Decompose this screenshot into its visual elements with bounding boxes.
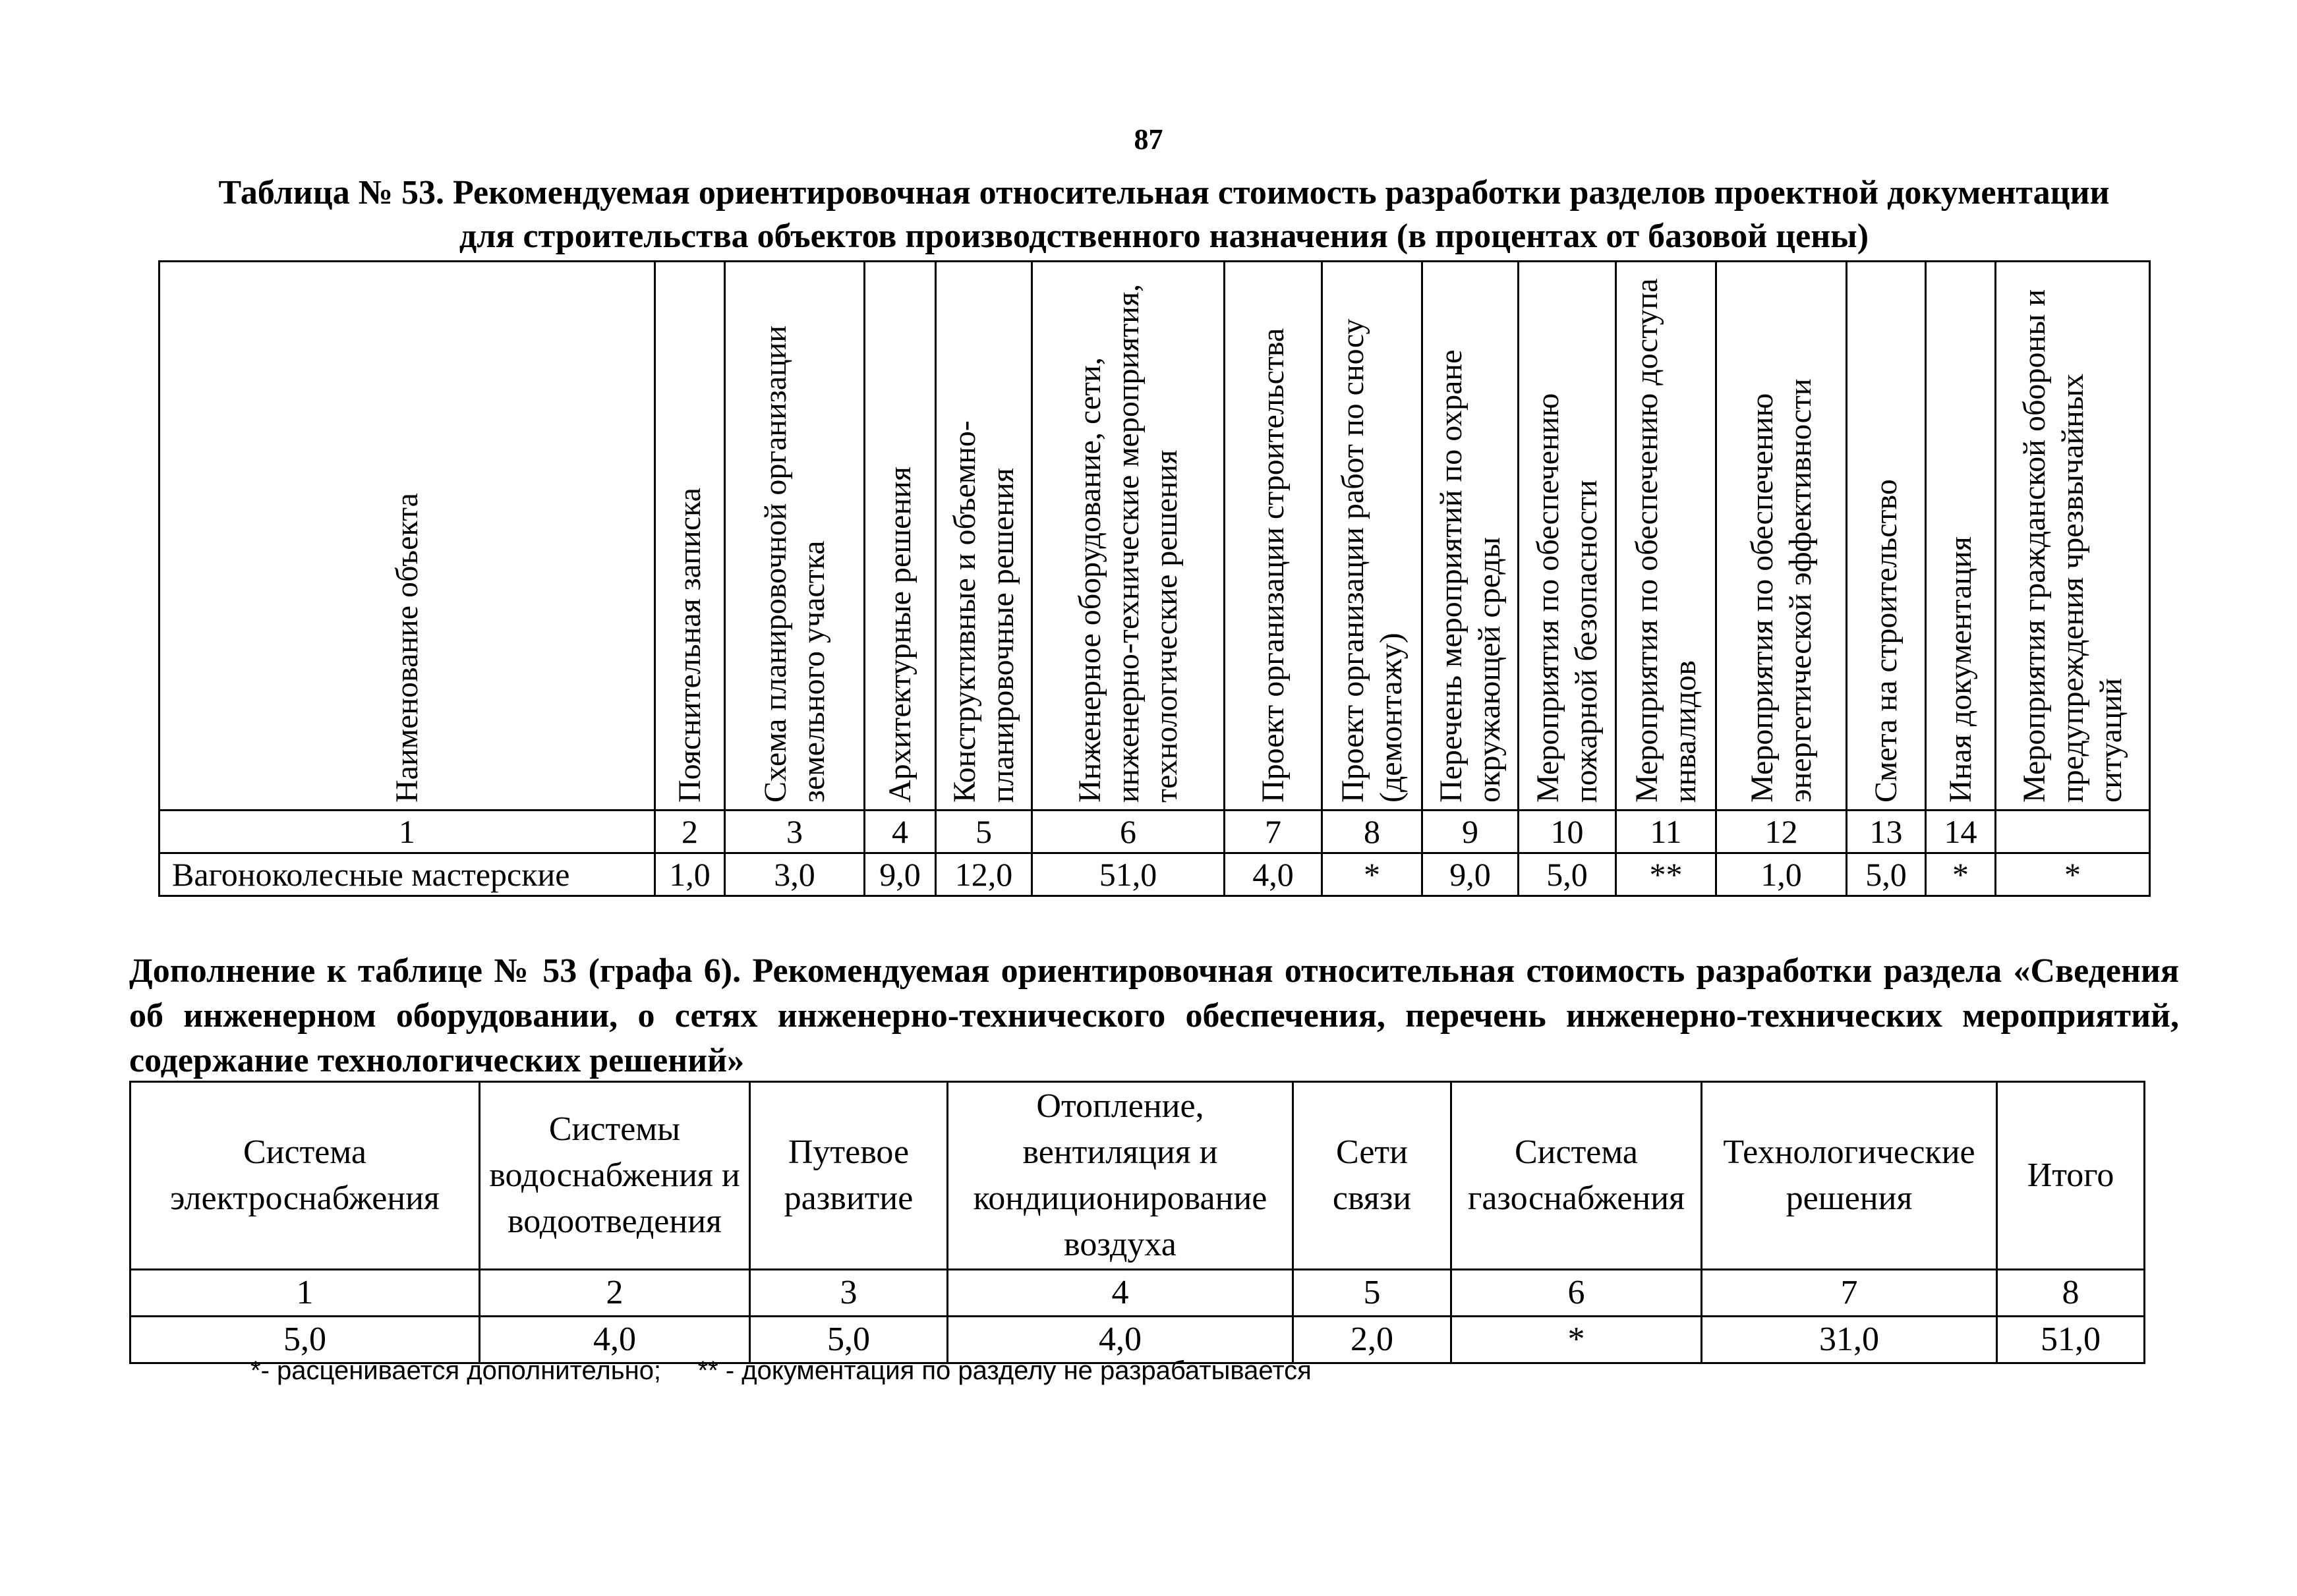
table-53-header-cell [655, 262, 725, 811]
table-53-header-cell-text: Схема планировочной организации земельного участка [757, 325, 831, 803]
table-53-header-cell-text: Перечень мероприятий по охране окружающей среды [1433, 349, 1507, 803]
table-53-value-cell: 4,0 [1225, 853, 1322, 896]
table-53-value-cell: * [1322, 853, 1422, 896]
supplement-column-number: 4 [948, 1270, 1293, 1317]
table-53-header-cell [865, 262, 936, 811]
supplement-header-cell: Система электроснабжения [131, 1082, 480, 1270]
footnote: *- расценивается дополнительно; ** - документация по разделу не разрабатывается [250, 1356, 1312, 1385]
table-53-column-number: 6 [1032, 811, 1225, 853]
table-53-header-cell [1422, 262, 1519, 811]
table-53-header-cell [725, 262, 865, 811]
table-53-header-cell-text: Мероприятия по обеспечению доступа инвалидов [1629, 278, 1702, 803]
table-53-header-cell [1032, 262, 1225, 811]
table-53-header-cell-text: Мероприятия по обеспечению пожарной безопасности [1530, 393, 1604, 803]
supplement-value-cell: 5,0 [750, 1317, 948, 1363]
supplement-title [129, 949, 2179, 1083]
table-53-column-number: 10 [1519, 811, 1616, 853]
table-53-column-number: 4 [865, 811, 936, 853]
supplement-value-cell: 2,0 [1293, 1317, 1451, 1363]
supplement-column-number: 3 [750, 1270, 948, 1317]
table-53-header-cell [1926, 262, 1996, 811]
table-53-value-cell: 1,0 [1716, 853, 1847, 896]
table-53-header-cell-text: Наименование объекта [389, 493, 424, 803]
table-53-header-cell-text: Смета на строительство [1868, 479, 1904, 803]
page-number: 87 [1134, 123, 1163, 156]
supplement-column-number: 7 [1702, 1270, 1997, 1317]
table-53-data-row [160, 853, 2150, 896]
table-53-column-number: 5 [936, 811, 1032, 853]
supplement-column-number: 1 [131, 1270, 480, 1317]
table-53-column-number: 7 [1225, 811, 1322, 853]
table-53-column-number: 14 [1926, 811, 1996, 853]
table-53-column-number: 13 [1847, 811, 1926, 853]
table-53-header-cell-text: Пояснительная записка [672, 488, 707, 803]
table-53-header-cell [1716, 262, 1847, 811]
supplement-title-text: Дополнение к таблице № 53 (графа 6). Рекомендуемая ориентировочная относительная стоимость разработки раздела «Сведения об инженерном оборудовании, о сетях инженерно-технического обеспечения, перечень инженерно-технических мероприятий, содержание технологических решений» [129, 952, 2179, 1079]
table-53-value-cell: 5,0 [1519, 853, 1616, 896]
table-53-header-cell-text: Мероприятия гражданской обороны и предупреждения чрезвычайных ситуаций [2016, 289, 2128, 803]
table-53-header-cell [936, 262, 1032, 811]
supplement-header-cell: Системы водоснабжения и водоотведения [480, 1082, 750, 1270]
supplement-value-cell: 31,0 [1702, 1317, 1997, 1363]
table-53-number-row [160, 811, 2150, 853]
supplement-header-cell: Технологические решения [1702, 1082, 1997, 1270]
table-53-header-cell [1322, 262, 1422, 811]
supplement-value-cell: 4,0 [948, 1317, 1293, 1363]
table-53-column-number: 3 [725, 811, 865, 853]
table-53-header-row [160, 262, 2150, 811]
table-53-value-cell: * [1926, 853, 1996, 896]
supplement-header-cell: Итого [1997, 1082, 2145, 1270]
supplement-number-row [131, 1270, 2145, 1317]
table-53-value-cell: 1,0 [655, 853, 725, 896]
table-53-header-cell [1225, 262, 1322, 811]
table-53-value-cell: 5,0 [1847, 853, 1926, 896]
table-53-value-cell: 9,0 [1422, 853, 1519, 896]
table-53-value-cell: 51,0 [1032, 853, 1225, 896]
table-53-title: Таблица № 53. Рекомендуемая ориентировочная относительная стоимость разработки разделов проектной документации для строительства объектов производственного назначения (в процентах от базовой цены) [218, 174, 2110, 255]
supplement-value-cell: 4,0 [480, 1317, 750, 1363]
table-53-header-cell-text: Конструктивные и объемно-планировочные решения [946, 420, 1020, 803]
table-53-value-cell: 12,0 [936, 853, 1032, 896]
table-53-value-cell: 9,0 [865, 853, 936, 896]
table-53-header-cell-text: Архитектурные решения [882, 467, 917, 803]
table-53-column-number: 9 [1422, 811, 1519, 853]
supplement-column-number: 8 [1997, 1270, 2145, 1317]
table-53-value-cell: 3,0 [725, 853, 865, 896]
supplement-value-cell: * [1451, 1317, 1702, 1363]
table-53-header-cell [1616, 262, 1716, 811]
table-53-header-cell-text: Инженерное оборудование, сети, инженерно-технические мероприятия, технологические решения [1072, 283, 1184, 803]
supplement-header-cell: Путевое развитие [750, 1082, 948, 1270]
table-53-header-cell [1519, 262, 1616, 811]
table-53-header-cell [160, 262, 655, 811]
supplement-header-row [131, 1082, 2145, 1270]
supplement-column-number: 2 [480, 1270, 750, 1317]
supplement-column-number: 5 [1293, 1270, 1451, 1317]
table-53-value-cell: ** [1616, 853, 1716, 896]
supplement-value-cell: 5,0 [131, 1317, 480, 1363]
table-53-value-cell: * [1996, 853, 2150, 896]
table-53-column-number [1996, 811, 2150, 853]
supplement-column-number: 6 [1451, 1270, 1702, 1317]
table-53-column-number: 2 [655, 811, 725, 853]
table-53-header-cell [1996, 262, 2150, 811]
table-53-header-cell-text: Проект организации строительства [1255, 328, 1291, 803]
table-53-header-cell-text: Проект организации работ по сносу (демонтажу) [1335, 318, 1409, 803]
supplement-header-cell: Сети связи [1293, 1082, 1451, 1270]
table-53-column-number: 8 [1322, 811, 1422, 853]
table-53-column-number: 1 [160, 811, 655, 853]
table-53-column-number: 11 [1616, 811, 1716, 853]
table-53-header-cell-text: Иная документация [1942, 536, 1978, 803]
table-53-column-number: 12 [1716, 811, 1847, 853]
supplement-value-cell: 51,0 [1997, 1317, 2145, 1363]
table-53-header-cell-text: Мероприятия по обеспечению энергетической эффективности [1744, 378, 1818, 803]
supplement-header-cell: Отопление, вентиляция и кондиционирование воздуха [948, 1082, 1293, 1270]
supplement-table [129, 1081, 2145, 1364]
table-53-header-cell [1847, 262, 1926, 811]
table-53 [158, 260, 2151, 897]
supplement-header-cell: Система газоснабжения [1451, 1082, 1702, 1270]
table-53-object-name: Вагоноколесные мастерские [160, 853, 655, 896]
